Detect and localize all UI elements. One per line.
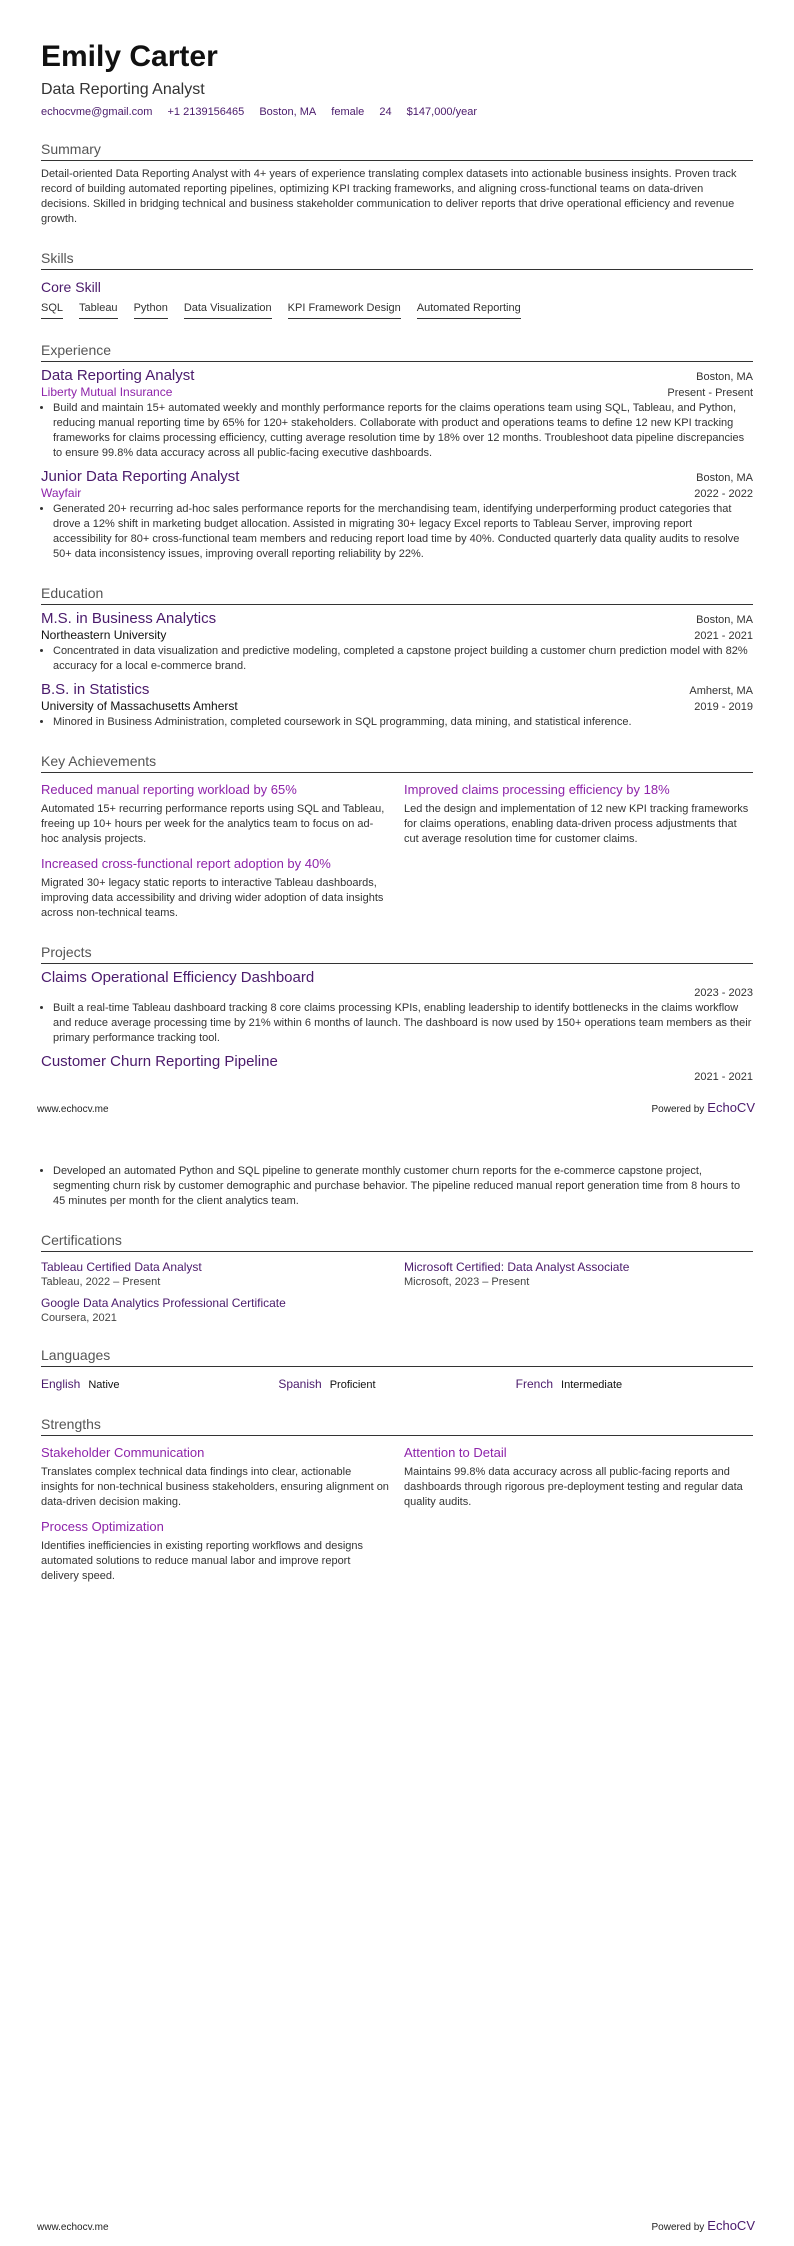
- salary-text: $147,000/year: [406, 106, 478, 118]
- achievement-title: Reduced manual reporting workload by 65%: [41, 782, 297, 797]
- skill-list: [41, 302, 753, 319]
- echocv-logo[interactable]: EchoCV: [707, 2218, 755, 2233]
- achievement-desc: Led the design and implementation of 12 new KPI tracking frameworks for claims operations, enabling data-driven process adjustments that cut average resolution time for customer claims.: [404, 803, 749, 845]
- education-entry: [41, 680, 753, 730]
- certification-item: [404, 1252, 753, 1288]
- page-2-content: [41, 1164, 753, 1584]
- certification-issuer: Tableau, 2022 – Present: [41, 1276, 161, 1288]
- footer-site-link[interactable]: www.echocv.me: [37, 1104, 109, 1115]
- certification-item: [41, 1252, 390, 1288]
- skill-chip: SQL: [41, 302, 63, 319]
- age-text: 24: [379, 106, 392, 118]
- job-location: Boston, MA: [696, 472, 753, 484]
- strength-desc: Translates complex technical data findings into clear, actionable insights for non-technical business stakeholders, ensuring alignment on data-driven decision making.: [41, 1466, 389, 1508]
- achievement-item: [41, 847, 390, 921]
- strength-item: [41, 1436, 390, 1510]
- experience-heading: Experience: [41, 341, 753, 362]
- email-link[interactable]: echocvme@gmail.com: [41, 106, 153, 118]
- certification-name: Microsoft Certified: Data Analyst Associate: [404, 1260, 630, 1274]
- strength-item: [404, 1436, 753, 1510]
- page-1-footer: [37, 1100, 755, 1115]
- job-dates: Present - Present: [667, 387, 753, 399]
- strength-title: Process Optimization: [41, 1519, 164, 1534]
- project-entry: [41, 1052, 753, 1083]
- phone-text: +1 2139156465: [167, 106, 245, 118]
- job-bullet: • Build and maintain 15+ automated weekly and monthly performance reports for the claims operations team using SQL, Tableau, and Python, reducing manual reporting time by 65% for 120+ stakeholders. Collaborate with product and operations teams to define 12 new KPI tracking frameworks for claims processing efficiency, cutting average resolution time by 18% over 12 months. Troubleshoot data pipeline discrepancies to ensure 99.8% data accuracy across all public-facing executive dashboards.: [53, 401, 753, 461]
- achievement-title: Increased cross-functional report adoption by 40%: [41, 856, 331, 871]
- school-location: Boston, MA: [696, 614, 753, 626]
- certification-issuer: Coursera, 2021: [41, 1312, 117, 1324]
- language-name: French: [515, 1377, 554, 1391]
- achievement-desc: Migrated 30+ legacy static reports to interactive Tableau dashboards, improving data accessibility and driving wider adoption of data insights across non-technical teams.: [41, 877, 384, 919]
- company-name: Wayfair: [41, 486, 82, 500]
- languages-list: [41, 1375, 753, 1393]
- language-name: English: [41, 1377, 81, 1391]
- project-entry: [41, 968, 753, 1046]
- language-item: [516, 1375, 753, 1393]
- project-bullet: • Developed an automated Python and SQL pipeline to generate monthly customer churn reports for the e-commerce capstone project, segmenting churn risk by customer demographic and purchase behavior. The pipeline reduced manual report generation time from 8 hours to 45 minutes per month for the client analytics team.: [53, 1164, 753, 1209]
- achievement-title: Improved claims processing efficiency by 18%: [404, 782, 670, 797]
- strength-title: Attention to Detail: [404, 1445, 507, 1460]
- job-title: Data Reporting Analyst: [41, 367, 195, 384]
- strength-desc: Maintains 99.8% data accuracy across all public-facing reports and dashboards through rigorous pre-deployment testing and regular data quality audits.: [404, 1466, 743, 1508]
- education-bullet: • Minored in Business Administration, completed coursework in SQL programming, data mining, and statistical inference.: [53, 715, 753, 730]
- strengths-grid: [41, 1436, 753, 1584]
- footer-powered: [651, 1100, 755, 1115]
- achievements-grid: [41, 773, 753, 921]
- education-bullet: • Concentrated in data visualization and predictive modeling, completed a capstone project building a customer churn prediction model with 82% accuracy for a local e-commerce brand.: [53, 644, 753, 674]
- language-item: [278, 1375, 515, 1393]
- strengths-heading: Strengths: [41, 1415, 753, 1436]
- page-1-content: [41, 40, 753, 1083]
- achievements-heading: Key Achievements: [41, 752, 753, 773]
- certification-issuer: Microsoft, 2023 – Present: [404, 1276, 530, 1288]
- job-dates: 2022 - 2022: [694, 488, 753, 500]
- footer-powered: [651, 2218, 755, 2233]
- company-name: Liberty Mutual Insurance: [41, 385, 173, 399]
- summary-text: Detail-oriented Data Reporting Analyst with 4+ years of experience translating complex datasets into actionable business insights. Proven track record of building automated reporting pipelines, optimizing KPI tracking frameworks, and aligning cross-functional teams on data-driven decisions. Skilled in bridging technical and business stakeholder communication to deliver reports that drive operational efficiency and revenue growth.: [41, 168, 737, 225]
- candidate-title: Data Reporting Analyst: [41, 81, 205, 98]
- languages-heading: Languages: [41, 1346, 753, 1367]
- contact-line: [41, 106, 753, 118]
- echocv-logo[interactable]: EchoCV: [707, 1100, 755, 1115]
- skill-chip: KPI Framework Design: [288, 302, 401, 319]
- school-location: Amherst, MA: [689, 685, 753, 697]
- powered-by-text: Powered by: [651, 2222, 705, 2233]
- strength-title: Stakeholder Communication: [41, 1445, 205, 1460]
- certifications-heading: Certifications: [41, 1231, 753, 1252]
- project-title: Claims Operational Efficiency Dashboard: [41, 969, 315, 986]
- page-2-footer: [37, 2218, 755, 2233]
- skill-chip: Data Visualization: [184, 302, 272, 319]
- education-dates: 2019 - 2019: [694, 701, 753, 713]
- project-dates: 2023 - 2023: [694, 987, 753, 999]
- job-title: Junior Data Reporting Analyst: [41, 468, 240, 485]
- skill-chip: Tableau: [79, 302, 118, 319]
- education-heading: Education: [41, 584, 753, 605]
- achievement-desc: Automated 15+ recurring performance reports using SQL and Tableau, freeing up 10+ hours per week for the analytics team to focus on ad-hoc analysis projects.: [41, 803, 385, 845]
- powered-by-text: Powered by: [651, 1104, 705, 1115]
- job-location: Boston, MA: [696, 371, 753, 383]
- skill-chip: Python: [134, 302, 168, 319]
- location-text: Boston, MA: [259, 106, 317, 118]
- job-bullet: • Generated 20+ recurring ad-hoc sales performance reports for the merchandising team, identifying underperforming product categories that drove a 12% shift in marketing budget allocation. Assisted in migrating 30+ legacy Excel reports to Tableau Server, improving report accessibility for 80+ cross-functional team members and reducing report load time by 40%. Conducted quarterly data quality audits to resolve 50+ data inconsistency issues, improving overall reporting reliability by 22%.: [53, 502, 753, 562]
- achievement-item: [41, 773, 390, 847]
- language-name: Spanish: [278, 1377, 322, 1391]
- skills-heading: Skills: [41, 249, 753, 270]
- language-item: [41, 1375, 278, 1393]
- project-title: Customer Churn Reporting Pipeline: [41, 1053, 278, 1070]
- projects-heading: Projects: [41, 943, 753, 964]
- skill-chip: Automated Reporting: [417, 302, 521, 319]
- certification-name: Google Data Analytics Professional Certificate: [41, 1296, 286, 1310]
- experience-entry: [41, 467, 753, 562]
- skill-group-title: Core Skill: [41, 279, 101, 295]
- education-entry: [41, 609, 753, 674]
- strength-desc: Identifies inefficiencies in existing reporting workflows and designs automated solutions to reduce manual labor and improve report delivery speed.: [41, 1540, 364, 1582]
- language-level: Native: [88, 1379, 120, 1391]
- strength-item: [41, 1510, 390, 1584]
- certification-item: [41, 1288, 390, 1324]
- resume-page-2: [0, 1130, 794, 2246]
- experience-entry: [41, 366, 753, 461]
- summary-heading: Summary: [41, 140, 753, 161]
- project-dates: 2021 - 2021: [694, 1071, 753, 1083]
- language-level: Proficient: [329, 1379, 376, 1391]
- project-bullet: • Built a real-time Tableau dashboard tracking 8 core claims processing KPIs, enabling leadership to identify bottlenecks in the claims workflow and reduce average processing time by 21% within 6 months of launch. The dashboard is now used by 150+ operations team members as their primary performance tracking tool.: [53, 1001, 753, 1046]
- candidate-name: Emily Carter: [41, 40, 218, 73]
- language-level: Intermediate: [561, 1379, 623, 1391]
- footer-site-link[interactable]: www.echocv.me: [37, 2222, 109, 2233]
- gender-text: female: [331, 106, 365, 118]
- certifications-grid: [41, 1252, 753, 1324]
- education-dates: 2021 - 2021: [694, 630, 753, 642]
- certification-name: Tableau Certified Data Analyst: [41, 1260, 202, 1274]
- degree-title: B.S. in Statistics: [41, 681, 150, 698]
- achievement-item: [404, 773, 753, 847]
- school-name: Northeastern University: [41, 628, 167, 642]
- degree-title: M.S. in Business Analytics: [41, 610, 217, 627]
- school-name: University of Massachusetts Amherst: [41, 699, 238, 713]
